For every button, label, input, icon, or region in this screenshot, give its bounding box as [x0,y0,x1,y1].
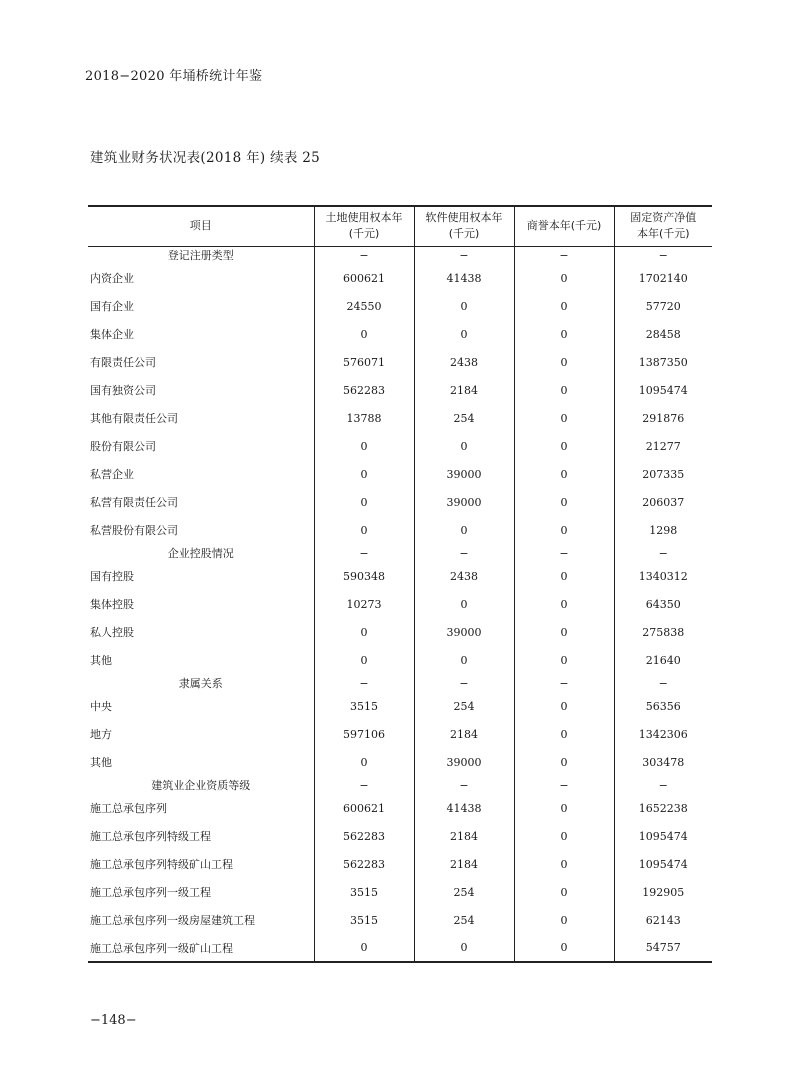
table-cell: 562283 [314,822,414,850]
table-cell: 0 [514,850,614,878]
table-cell: 0 [414,646,514,674]
table-cell: 590348 [314,562,414,590]
table-cell: 1095474 [614,850,712,878]
table-cell: 0 [314,934,414,962]
table-cell: 0 [314,432,414,460]
table-cell: 303478 [614,748,712,776]
financial-table [88,205,712,963]
table-row [88,850,712,878]
table-cell: 1652238 [614,794,712,822]
header-land-use-right [314,206,414,246]
table-row [88,748,712,776]
row-label: 内资企业 [90,272,134,285]
table-cell: 0 [514,720,614,748]
table-cell: 0 [514,488,614,516]
row-label: 施工总承包序列一级矿山工程 [88,934,314,962]
table-cell: 0 [514,618,614,646]
table-cell: 0 [414,292,514,320]
table-cell: 562283 [314,850,414,878]
table-cell: 21277 [614,432,712,460]
table-cell: 39000 [414,618,514,646]
table-cell: 600621 [314,264,414,292]
row-label: 国有独资公司 [90,384,156,397]
table-cell: − [314,544,414,562]
row-label: 有限责任公司 [90,356,156,369]
table-cell: 2438 [414,348,514,376]
header-line: 本年(千元) [636,227,690,241]
table-cell: 0 [514,516,614,544]
table-cell: 0 [414,432,514,460]
table-cell: 2184 [414,376,514,404]
category-label: 隶属关系 [178,677,223,690]
table-row [88,878,712,906]
table-cell: 0 [414,590,514,618]
table-cell: 3515 [314,692,414,720]
table-cell: 192905 [614,878,712,906]
header-line: 土地使用权本年 [325,211,403,225]
table-cell: − [414,776,514,794]
table-cell: 2184 [414,822,514,850]
table-row [88,934,712,962]
table-caption: 建筑业财务状况表(2018 年) 续表 25 [90,150,321,166]
table-cell: 39000 [414,460,514,488]
table-cell: 0 [414,934,514,962]
row-label: 私营有限责任公司 [90,496,178,509]
category-label: 登记注册类型 [167,249,234,263]
table-row [88,590,712,618]
table-cell: 2184 [414,850,514,878]
table-cell: 1340312 [614,562,712,590]
table-cell: 0 [414,516,514,544]
table-cell: − [414,544,514,562]
table-cell: − [314,246,414,264]
table-cell: 1095474 [614,376,712,404]
table-row [88,348,712,376]
table-cell: 0 [314,646,414,674]
table-cell: 600621 [314,794,414,822]
row-label: 私营企业 [90,468,134,481]
table-cell: 2184 [414,720,514,748]
table-cell: 597106 [314,720,414,748]
table-cell: 56356 [614,692,712,720]
table-cell: 10273 [314,590,414,618]
table-cell: 28458 [614,320,712,348]
table-cell: − [514,674,614,692]
row-label: 国有企业 [90,300,134,313]
row-label: 施工总承包序列特级工程 [90,830,211,843]
row-label: 股份有限公司 [90,440,156,453]
table-row [88,460,712,488]
table-row [88,562,712,590]
row-label: 施工总承包序列特级矿山工程 [90,858,233,871]
table-cell: 24550 [314,292,414,320]
table-cell: 0 [514,822,614,850]
table-cell: 207335 [614,460,712,488]
category-row [88,674,712,692]
table-row [88,264,712,292]
table-cell: 0 [514,590,614,618]
table-cell: 39000 [414,488,514,516]
table-cell: 254 [414,404,514,432]
table-cell: 0 [514,934,614,962]
header-software-use-right [414,206,514,246]
table-cell: 0 [514,404,614,432]
table-row [88,488,712,516]
table-cell: − [614,544,712,562]
table-cell: 0 [314,516,414,544]
table-cell: 1095474 [614,822,712,850]
table-cell: 562283 [314,376,414,404]
table-cell: 0 [514,562,614,590]
table-cell: 0 [514,264,614,292]
table-cell: 291876 [614,404,712,432]
table-cell: 0 [514,692,614,720]
table-row [88,618,712,646]
table-row [88,516,712,544]
table-cell: 64350 [614,590,712,618]
table-cell: 0 [514,348,614,376]
table-cell: 1702140 [614,264,712,292]
header-goodwill [514,206,614,246]
category-row [88,544,712,562]
row-label: 施工总承包序列一级房屋建筑工程 [90,914,255,927]
row-label: 其他 [90,756,112,769]
table-cell: 54757 [614,934,712,962]
table-row [88,404,712,432]
table-cell: 0 [514,878,614,906]
table-cell: 0 [314,320,414,348]
row-label: 私营股份有限公司 [90,524,178,537]
table-cell: 0 [414,320,514,348]
table-cell: − [414,246,514,264]
table-cell: − [414,674,514,692]
table-row [88,692,712,720]
table-row [88,720,712,748]
table-row [88,822,712,850]
table-cell: 206037 [614,488,712,516]
row-label: 中央 [90,700,112,713]
table-row [88,292,712,320]
table-row [88,432,712,460]
row-label: 其他 [90,654,112,667]
table-cell: 254 [414,878,514,906]
table-cell: − [514,246,614,264]
table-row [88,646,712,674]
table-cell: 0 [514,432,614,460]
table-cell: 576071 [314,348,414,376]
table-cell: 1342306 [614,720,712,748]
table-cell: 21640 [614,646,712,674]
table-cell: 3515 [314,906,414,934]
header-item: 项目 [88,206,314,246]
row-label: 其他有限责任公司 [90,412,178,425]
category-label: 企业控股情况 [167,547,234,560]
table-cell: − [614,674,712,692]
table-cell: 3515 [314,878,414,906]
table-cell: − [614,776,712,794]
table-cell: 13788 [314,404,414,432]
table-cell: 0 [314,748,414,776]
table-cell: 0 [514,292,614,320]
table-cell: 0 [514,376,614,404]
category-row [88,776,712,794]
table-cell: 1298 [614,516,712,544]
table-cell: 57720 [614,292,712,320]
header-line: (千元) [348,227,380,241]
row-label: 私人控股 [90,626,134,639]
table-cell: 0 [514,906,614,934]
table-cell: 41438 [414,794,514,822]
table-row [88,794,712,822]
category-label: 建筑业企业资质等级 [151,779,251,792]
table-cell: 1387350 [614,348,712,376]
table-cell: 39000 [414,748,514,776]
category-row [88,246,712,264]
page-header: 2018−2020 年埇桥统计年鉴 [85,69,263,84]
header-line: 商誉本年(千元) [526,219,602,233]
row-label: 国有控股 [90,570,134,583]
row-label: 地方 [90,728,112,741]
table-body [88,246,712,962]
table-cell: 254 [414,692,514,720]
table-cell: 0 [314,460,414,488]
header-fixed-asset-net [614,206,712,246]
table-cell: 0 [314,488,414,516]
row-label: 施工总承包序列 [90,802,167,815]
table-cell: 0 [514,646,614,674]
table-cell: − [314,776,414,794]
table-cell: 275838 [614,618,712,646]
table-cell: 41438 [414,264,514,292]
table-cell: − [314,674,414,692]
table-cell: 0 [514,460,614,488]
table-row [88,906,712,934]
table-cell: 254 [414,906,514,934]
table-cell: − [514,544,614,562]
table-cell: 0 [314,618,414,646]
table-cell: 2438 [414,562,514,590]
table-cell: 62143 [614,906,712,934]
table-row [88,376,712,404]
table-header-row [88,206,712,246]
table-cell: 0 [514,794,614,822]
table-cell: − [614,246,712,264]
table-cell: 0 [514,320,614,348]
header-line: 软件使用权本年 [425,211,503,225]
header-line: 固定资产净值 [630,211,697,225]
page-number: −148− [90,1013,137,1028]
table-row [88,320,712,348]
table-cell: 0 [514,748,614,776]
row-label: 集体控股 [90,598,134,611]
row-label: 集体企业 [90,328,134,341]
table-cell: − [514,776,614,794]
row-label: 施工总承包序列一级工程 [90,886,211,899]
header-line: (千元) [448,227,480,241]
